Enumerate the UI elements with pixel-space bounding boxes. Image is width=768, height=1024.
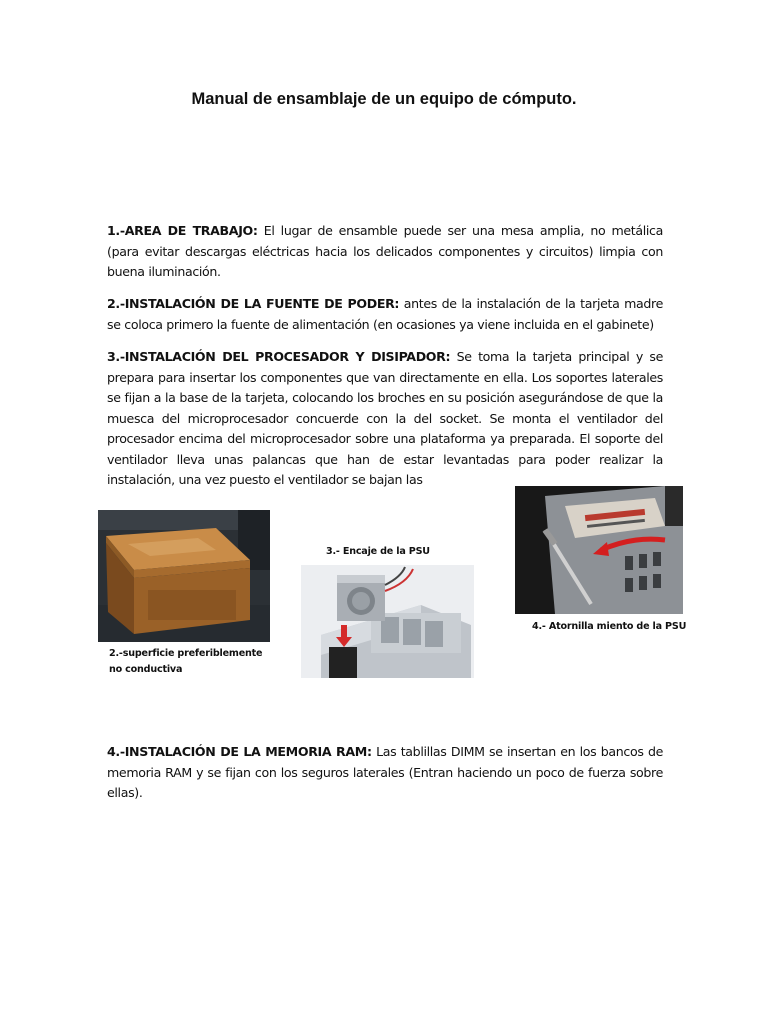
section-heading: 1.-AREA DE TRABAJO:	[107, 223, 258, 238]
section-heading: 3.-INSTALACIÓN DEL PROCESADOR Y DISIPADOR:	[107, 349, 451, 364]
desk-photo	[98, 510, 270, 642]
section-area-de-trabajo	[107, 221, 663, 283]
psu-figure-caption: 3.- Encaje de la PSU	[326, 546, 430, 557]
section-body: Se toma la tarjeta principal y se prepara para insertar los componentes que van directamente en ella. Los soportes laterales se fijan a la base de la tarjeta, colocando los broches en su posición asegurándose de que la muesca del microprocesador concuerde con la del socket. Se monta el ventilador del procesador encima del microprocesador sobre una plataforma ya preparada. El soporte del ventilador lleva unas palancas que han de estar levantadas para poder realizar la instalación, una vez puesto el ventilador se bajan las	[107, 349, 663, 487]
section-procesador-disipador	[107, 347, 663, 491]
section-memoria-ram	[107, 742, 663, 804]
psu-photo	[301, 565, 474, 678]
section-body: antes de la instalación de la tarjeta madre se coloca primero la fuente de alimentación (en ocasiones ya viene incluida en el gabinete)	[107, 296, 663, 332]
section-body: Las tablillas DIMM se insertan en los bancos de memoria RAM y se fijan con los seguros laterales (Entran haciendo un poco de fuerza sobre ellas).	[107, 744, 663, 800]
section-heading: 2.-INSTALACIÓN DE LA FUENTE DE PODER:	[107, 296, 400, 311]
screw-photo	[515, 486, 683, 614]
section-fuente-de-poder	[107, 294, 663, 335]
section-heading: 4.-INSTALACIÓN DE LA MEMORIA RAM:	[107, 744, 372, 759]
document-title: Manual de ensamblaje de un equipo de cómputo.	[191, 90, 577, 108]
section-body: El lugar de ensamble puede ser una mesa amplia, no metálica (para evitar descargas eléctricas hacia los delicados componentes y circuitos) limpia con buena iluminación.	[107, 223, 663, 279]
screw-figure-caption: 4.- Atornilla miento de la PSU	[532, 621, 687, 632]
desk-figure-caption: 2.-superficie preferiblemente no conductiva	[109, 648, 263, 675]
